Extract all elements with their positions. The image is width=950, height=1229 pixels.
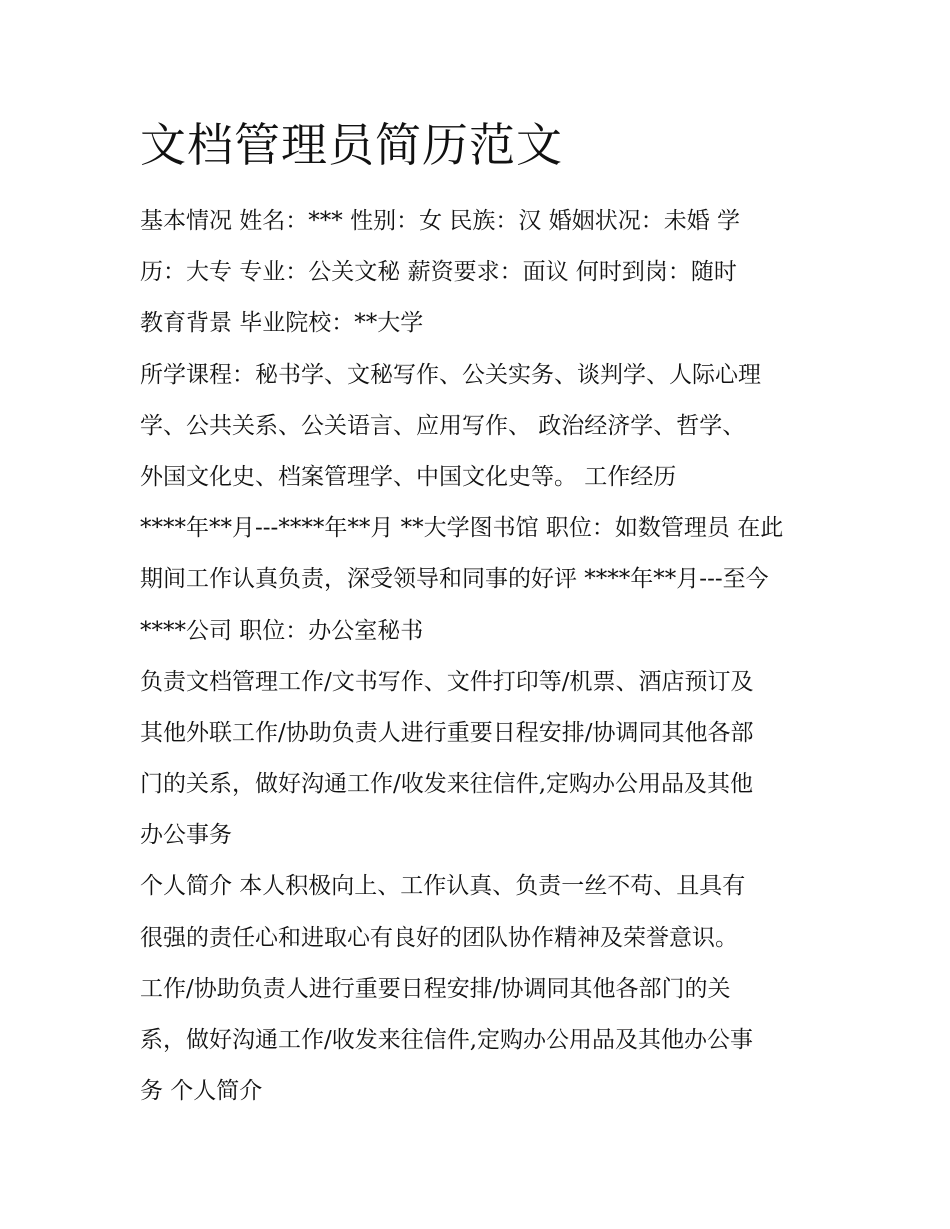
body-line: 所学课程：秘书学、文秘写作、公关实务、谈判学、人际心理 — [140, 361, 761, 388]
body-line: 期间工作认真负责，深受领导和同事的好评 ****年**月---至今 — [140, 566, 769, 593]
body-line: ****年**月---****年**月 **大学图书馆 职位：如数管理员 在此 — [140, 515, 784, 542]
body-line: 学、公共关系、公关语言、应用写作、 政治经济学、哲学、 — [140, 412, 746, 439]
body-line: 基本情况 姓名：*** 性别：女 民族：汉 婚姻状况：未婚 学 — [140, 208, 741, 234]
body-line: 历：大专 专业：公关文秘 薪资要求：面议 何时到岗：随时 — [140, 259, 737, 286]
body-line: 个人简介 本人积极向上、工作认真、负责一丝不苟、且具有 — [140, 873, 746, 900]
body-line: 务 个人简介 — [140, 1078, 263, 1105]
body-line: 教育背景 毕业院校：**大学 — [140, 310, 424, 337]
body-line: 外国文化史、档案管理学、中国文化史等。 工作经历 — [140, 463, 677, 490]
body-line: 负责文档管理工作/文书写作、文件打印等/机票、酒店预订及 — [140, 668, 754, 695]
body-line: 很强的责任心和进取心有良好的团队协作精神及荣誉意识。 — [140, 924, 738, 951]
body-line: ****公司 职位：办公室秘书 — [140, 617, 424, 644]
document-title: 文档管理员简历范文 — [140, 118, 563, 172]
body-line: 门的关系，做好沟通工作/收发来往信件,定购办公用品及其他 — [140, 771, 754, 798]
body-line: 其他外联工作/协助负责人进行重要日程安排/协调同其他各部 — [140, 719, 754, 746]
document-body — [140, 196, 830, 1117]
body-line: 系，做好沟通工作/收发来往信件,定购办公用品及其他办公事 — [140, 1027, 754, 1053]
body-line: 工作/协助负责人进行重要日程安排/协调同其他各部门的关 — [140, 975, 731, 1002]
body-line: 办公事务 — [140, 822, 232, 849]
